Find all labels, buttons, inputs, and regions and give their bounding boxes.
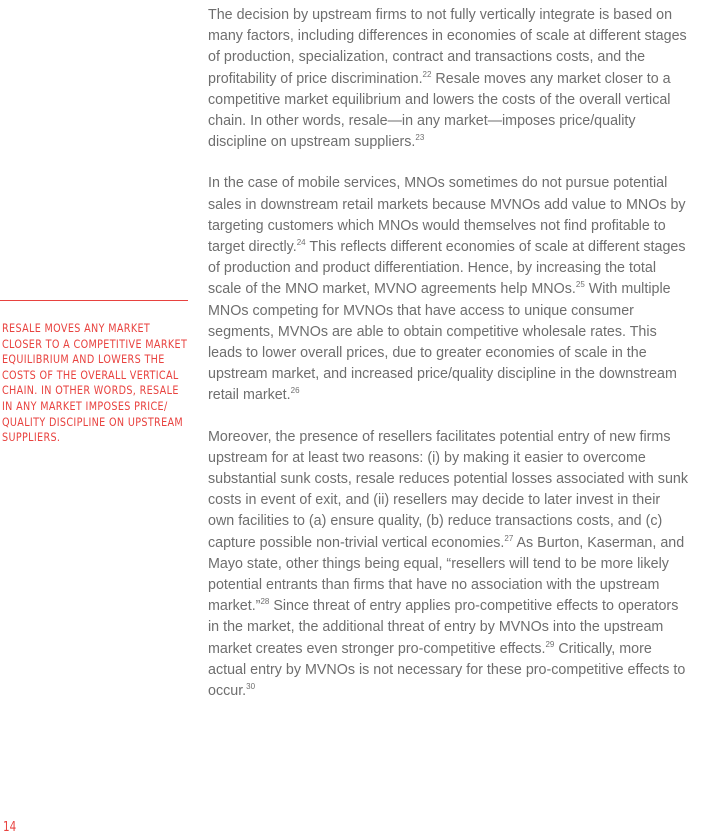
footnote-reference: 28: [260, 597, 270, 607]
paragraph-text: Moreover, the presence of resellers facilitates potential entry of new firms upstream for at least two reasons: (i) by making it easier to overcome substantial sunk costs, resale reduces potential losses associated with sunk costs in event of exit, and (ii) resellers may decide to later invest in their own facilities to (a) ensure quality, (b) reduce transactions costs, and (c) capture possible non-trivial vertical economies.: [208, 428, 688, 551]
pullquote-line: CLOSER TO A COMPETITIVE MARKET: [2, 337, 188, 351]
paragraph-text: In the case of mobile services, MNOs sometimes do not pursue potential sales in downstream retail markets because MVNOs add value to MNOs by targeting customers which MNOs would themselves not find profitable to target directly.: [208, 175, 686, 256]
footnote-reference: 23: [415, 133, 425, 143]
pullquote: [2, 321, 188, 446]
paragraph-text: Since threat of entry applies pro-competitive effects to operators in the market, the additional threat of entry by MVNOs into the upstream market creates even stronger pro-competitive effects.: [208, 598, 679, 657]
article-body: [208, 5, 688, 722]
pullquote-line: SUPPLIERS.: [2, 431, 61, 445]
paragraph-text: This reflects different economies of scale at different stages of production and product differentiation. Hence, by increasing the total scale of the MNO market, MVNO agreements help MNOs.: [208, 239, 686, 298]
footnote-reference: 30: [246, 682, 256, 692]
footnote-reference: 27: [504, 533, 514, 543]
pullquote-line: QUALITY DISCIPLINE ON UPSTREAM: [2, 415, 184, 429]
pullquote-line: EQUILIBRIUM AND LOWERS THE: [2, 353, 165, 367]
paragraph-text: With multiple MNOs competing for MVNOs that have access to unique consumer segments, MVNOs are able to obtain competitive wholesale rates. This leads to lower overall prices, due to greater economies of scale in the upstream market, and increased price/quality discipline in the downstream retail market.: [208, 281, 677, 404]
footnote-reference: 29: [545, 639, 555, 649]
pullquote-line: IN ANY MARKET IMPOSES PRICE/: [2, 399, 168, 413]
paragraph-text: The decision by upstream firms to not fully vertically integrate is based on many factors, including differences in economies of scale at different stages of production, specialization, contract and transactions costs, and the profitability of price discrimination.: [208, 7, 687, 87]
paragraph-text: Critically, more actual entry by MVNOs is not necessary for these pro-competitive effects to occur.: [208, 640, 686, 700]
paragraph-text: Resale moves any market closer to a competitive market equilibrium and lowers the costs of the overall vertical chain. In other words, resale—in any market—imposes price/quality discipline on upstream suppliers.: [208, 70, 671, 151]
body-paragraph: [208, 5, 688, 153]
pullquote-line: COSTS OF THE OVERALL VERTICAL: [2, 368, 179, 382]
footnote-reference: 22: [422, 69, 432, 79]
footnote-reference: 26: [290, 386, 300, 396]
footnote-reference: 24: [296, 238, 306, 248]
paragraph-text: As Burton, Kaserman, and Mayo state, other things being equal, “resellers will tend to be more likely potential entrants than firms that have no association with the upstream market.”: [208, 534, 685, 615]
pullquote-line: RESALE MOVES ANY MARKET: [2, 322, 151, 335]
body-paragraph: [208, 427, 688, 703]
page-number: 14: [3, 820, 17, 835]
footnote-reference: 25: [575, 280, 585, 290]
pullquote-line: CHAIN. IN OTHER WORDS, RESALE: [2, 384, 179, 398]
body-paragraph: [208, 173, 688, 406]
pullquote-divider: [0, 300, 188, 301]
